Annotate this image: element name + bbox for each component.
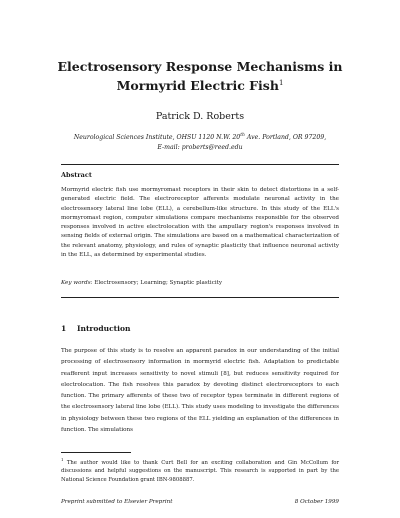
affiliation xyxy=(40,131,360,143)
abstract-text: Mormyrid electric fish use mormyromast receptors in their skin to detect distortions in a self-generated electric field. The electroreceptor afferents modulate neuronal activity in the electrosensory lateral line lobe (ELL), a cerebellum-like structure. In this study of the ELL's mormyromast region, computer simulations compare mechanisms responsible for the observed responses involved in active electrolocation with the ampullary region's responses involved in sensing fields of external origin. The simulations are based on a mathematical characterization of the relevant anatomy, physiology, and rules of synaptic plasticity that influence neuronal activity in the ELL, as determined by experimental studies. xyxy=(61,187,339,259)
author-name: Patrick D. Roberts xyxy=(155,111,245,122)
keywords-label: Key words: xyxy=(61,280,93,286)
section-heading-introduction xyxy=(61,324,130,333)
affiliation-post: Ave. Portland, OR 97209, xyxy=(244,134,327,142)
footnote-mark: 1 xyxy=(61,457,64,462)
section-number: 1 xyxy=(61,324,67,333)
keywords-text: Electrosensory; Learning; Synaptic plasticity xyxy=(94,280,223,286)
introduction-text: The purpose of this study is to resolve an apparent paradox in our understanding of the initial processing of electrosensory information in mormyrid electric fish. Adaptation to predictable reafferent input increases sensitivity to novel stimuli [8], but reduces sensitivity required for electrolocation. The fish resolves this paradox by devoting distinct electroreceptors to each function. The primary afferents of these two of receptor types terminate in different regions of the electrosensory lateral line lobe (ELL). This study uses modeling to investigate the differences in physiology between these two regions of the ELL yielding an explanation of the differences in function. The simulations xyxy=(61,348,339,434)
paper-title xyxy=(40,58,360,94)
author-email: E-mail: proberts@reed.edu xyxy=(157,144,243,152)
footer-preprint-note: Preprint submitted to Elsevier Preprint xyxy=(61,499,173,505)
abstract-top-rule xyxy=(61,164,339,165)
title-footnote-mark: 1 xyxy=(278,79,284,87)
affiliation-block xyxy=(40,131,360,153)
footer-date: 8 October 1999 xyxy=(294,499,339,505)
footnote-text: The author would like to thank Curt Bell for an exciting collaboration and Gin McCollum for discussions and helpful suggestions on the manuscript. This research is supported in part by the National Science Foundation grant IBN-9808887. xyxy=(61,459,339,483)
abstract-bottom-rule xyxy=(61,297,339,298)
section-title: Introduction xyxy=(77,324,131,333)
affiliation-pre: Neurological Sciences Institute, OHSU 1120 N.W. 20 xyxy=(73,134,241,142)
footnote xyxy=(61,456,339,485)
title-line-2 xyxy=(40,75,360,94)
title-line-1: Electrosensory Response Mechanisms in xyxy=(57,59,343,74)
title-line-2-text: Mormyrid Electric Fish xyxy=(116,78,279,94)
footnote-rule xyxy=(61,452,131,453)
affiliation-sup: th xyxy=(240,133,245,138)
keywords-line xyxy=(61,280,339,286)
abstract-heading: Abstract xyxy=(61,171,92,179)
